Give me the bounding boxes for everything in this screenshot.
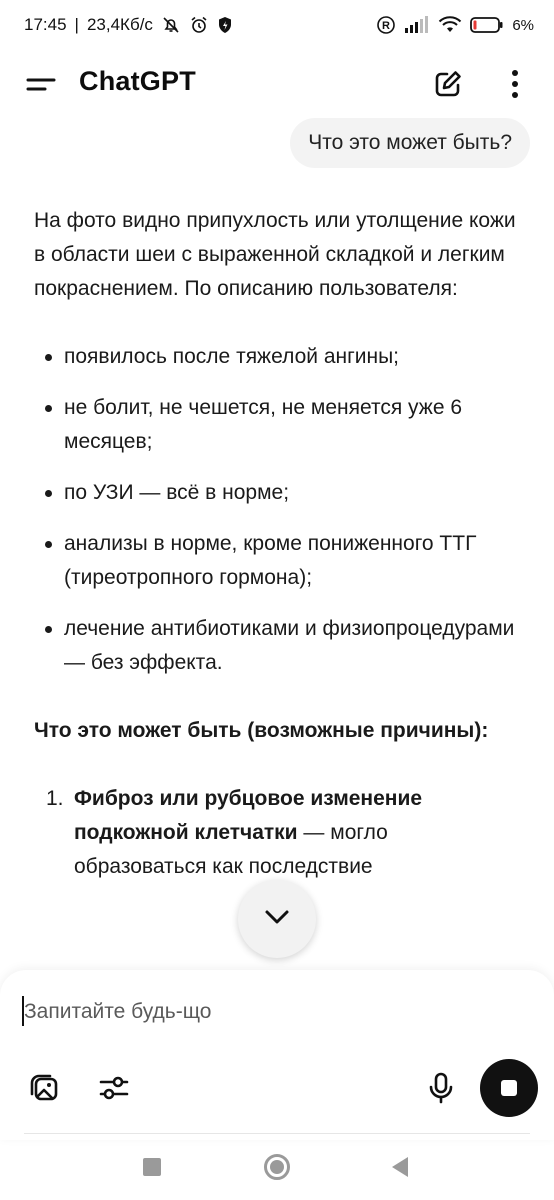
list-item: лечение антибиотиками и физиопроцедурами — без эффекта. <box>34 612 524 680</box>
attach-image-button[interactable] <box>28 1070 64 1106</box>
numbered-list-item <box>34 782 524 884</box>
alarm-icon <box>189 15 209 35</box>
home-icon-inner <box>270 1160 284 1174</box>
message-input[interactable] <box>22 992 442 1032</box>
recents-icon[interactable] <box>143 1158 161 1176</box>
status-separator: | <box>74 15 79 34</box>
list-item: по УЗИ — всё в норме; <box>34 476 524 510</box>
user-message-text: Что это может быть? <box>308 131 512 154</box>
svg-text:R: R <box>382 20 391 32</box>
microphone-icon <box>426 1093 456 1110</box>
status-right <box>376 15 534 35</box>
shield-icon <box>217 15 233 35</box>
assistant-message <box>34 204 524 884</box>
status-bar <box>0 0 554 50</box>
list-number: 1. <box>46 787 64 810</box>
attach-image-icon <box>28 1093 64 1110</box>
app-title[interactable]: ChatGPT <box>79 66 196 96</box>
chevron-down-icon <box>263 908 291 931</box>
list-item-bold: Фиброз или рубцовое изменение подкожной клетчатки <box>74 787 423 844</box>
more-vertical-icon <box>500 91 530 108</box>
list-item-rest: — могло образоваться как последствие <box>74 821 388 878</box>
menu-icon <box>22 87 58 104</box>
voice-input-button[interactable] <box>426 1070 456 1106</box>
new-chat-icon <box>430 89 466 106</box>
tools-sliders-icon <box>96 1093 132 1110</box>
scroll-to-bottom-button[interactable] <box>238 880 316 958</box>
list-item: не болит, не чешется, не меняется уже 6 месяцев; <box>34 391 524 459</box>
stop-generating-button[interactable] <box>480 1059 538 1117</box>
status-network-speed: 23,4Кб/с <box>86 15 153 34</box>
answer-heading: Что это может быть (возможные причины): <box>34 719 489 742</box>
status-time: 17:45 <box>24 15 67 34</box>
app-header <box>0 52 554 116</box>
battery-icon <box>470 16 504 34</box>
back-icon[interactable] <box>392 1157 408 1177</box>
answer-bullet-list <box>34 340 524 680</box>
mute-bell-icon <box>161 15 181 35</box>
more-options-button[interactable] <box>500 64 530 104</box>
new-chat-button[interactable] <box>430 66 466 102</box>
list-item: анализы в норме, кроме пониженного ТТГ (тиреотропного гормона); <box>34 527 524 595</box>
chat-thread[interactable] <box>0 118 554 973</box>
stop-icon <box>501 1080 517 1096</box>
battery-percent: 6% <box>512 16 534 34</box>
divider <box>24 1133 530 1134</box>
signal-icon <box>404 16 430 34</box>
list-item: появилось после тяжелой ангины; <box>34 340 524 374</box>
composer <box>0 970 554 1140</box>
answer-numbered-list <box>34 782 524 884</box>
text-caret <box>22 996 24 1026</box>
registered-icon <box>376 15 396 35</box>
wifi-icon <box>438 16 462 34</box>
home-icon[interactable] <box>264 1154 290 1180</box>
user-message-bubble <box>290 118 530 168</box>
status-left <box>24 15 233 35</box>
answer-intro: На фото видно припухлость или утолщение кожи в области шеи с выраженной складкой и легким покраснением. По описанию пользователя: <box>34 209 516 300</box>
menu-button[interactable] <box>22 68 58 100</box>
system-nav-bar <box>0 1140 554 1200</box>
tools-button[interactable] <box>96 1070 132 1106</box>
